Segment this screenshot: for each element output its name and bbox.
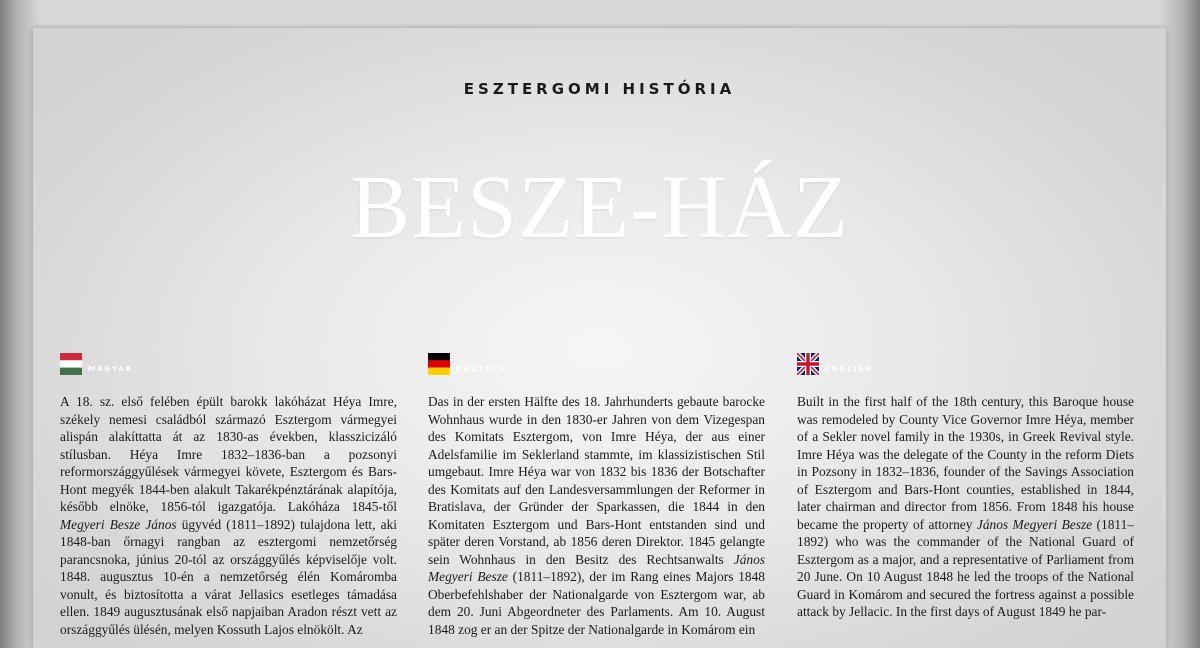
language-header [428,353,765,375]
uk-flag-icon [797,353,819,375]
article-text [60,393,397,638]
language-label: ENGLISH [825,365,874,373]
column-hungarian [60,353,397,638]
article-panel [33,28,1166,648]
language-header [60,353,397,375]
column-english [797,353,1134,621]
person-name: János Megyeri Besze [428,551,765,584]
text-run: (1811–1892), der im Rang eines Majors 1848 Oberbefehlshaber der Nationalgarde von Esztergom war, ab dem 20. Juni Abgeordneter des Parlaments. Am 10. August 1848 zog er an der Spitze der Nationalgarde in Komárom ein [428,569,765,637]
column-german [428,353,765,638]
hungary-flag-icon [60,353,82,375]
text-run: ügyvéd (1811–1892) tulajdona lett, aki 1848-ban őrnagyi rangban az esztergomi nemzetőrség parancsnoka, június 20-tól az országgyűlés képviselője volt. 1848. augusztus 10-én a nemzetőrség élén Komáromba vonult, és biztosította a várat Jellasics esetleges támadása ellen. 1849 augusztusának első napjaiban Aradon részt vett az országgyűlés ülésén, melyen Kossuth Lajos elnökölt. Az [60,516,397,637]
article-text [428,393,765,638]
page-title: BESZE-HÁZ [350,158,849,257]
article-text [797,393,1134,621]
language-label: DEUTSCH [456,365,508,373]
text-run: (1811–1892) who was the commander of the National Guard of Esztergom as a major, and a representative of Parliament from 20 June. On 10 August 1848 he led the troops of the National Guard in Komárom and secured the fortress against a possible attack by Jellacic. In the first days of August 1849 he par- [797,516,1134,619]
language-label: MAGYAR [88,365,134,373]
germany-flag-icon [428,353,450,375]
text-run: Built in the first half of the 18th century, this Baroque house was remodeled by County Vice Governor Imre Héya, member of a Sekler novel family in the 1930s, in Greek Revival style. Imre Héya was the delegate of the County in the reform Diets in Pozsony in 1832–1836, founder of the Savings Association of Esztergom and Bars-Hont counties, established in 1844, later chairman and director from 1856. From 1848 his house became the property of attorney [797,394,1134,532]
text-run: A 18. sz. első felében épült barokk lakóházat Héya Imre, székely nemesi családból származó Esztergom vármegyei alispán alakíttatta át az 1830-as években, klasszicizáló stílusban. Héya Imre 1832–1836-ban a pozsonyi reformországgyűlések vármegyei követe, Esztergom és Bars-Hont megyék 1844-ben alakult Takarékpénztárának alapítója, később elnöke, 1856-tól igazgatója. Lakóháza 1845-től [60,394,397,514]
text-run: Das in der ersten Hälfte des 18. Jahrhunderts gebaute barocke Wohnhaus wurde in den 1830-er Jahren von dem Vizegespan des Komitats Esztergom, von Imre Héya, der aus einer Adelsfamilie im Seklerland stammte, im klassizistischen Stil umgebaut. Imre Héya war von 1832 bis 1836 der Botschafter des Komitats auf den Landesversammlungen der Reformer in Bratislava, der Gründer der Sparkassen, die 1844 in den Komitaten Esztergom und Bars-Hont entstanden sind und später deren Vorstand, ab 1856 deren Direktor. 1845 gelangte sein Wohnhaus in den Besitz des Rechtsanwalts [428,394,765,567]
person-name: Megyeri Besze János [60,516,177,532]
language-header [797,353,1134,375]
section-kicker: ESZTERGOMI HISTÓRIA [463,80,736,98]
person-name: János Megyeri Besze [976,516,1093,532]
